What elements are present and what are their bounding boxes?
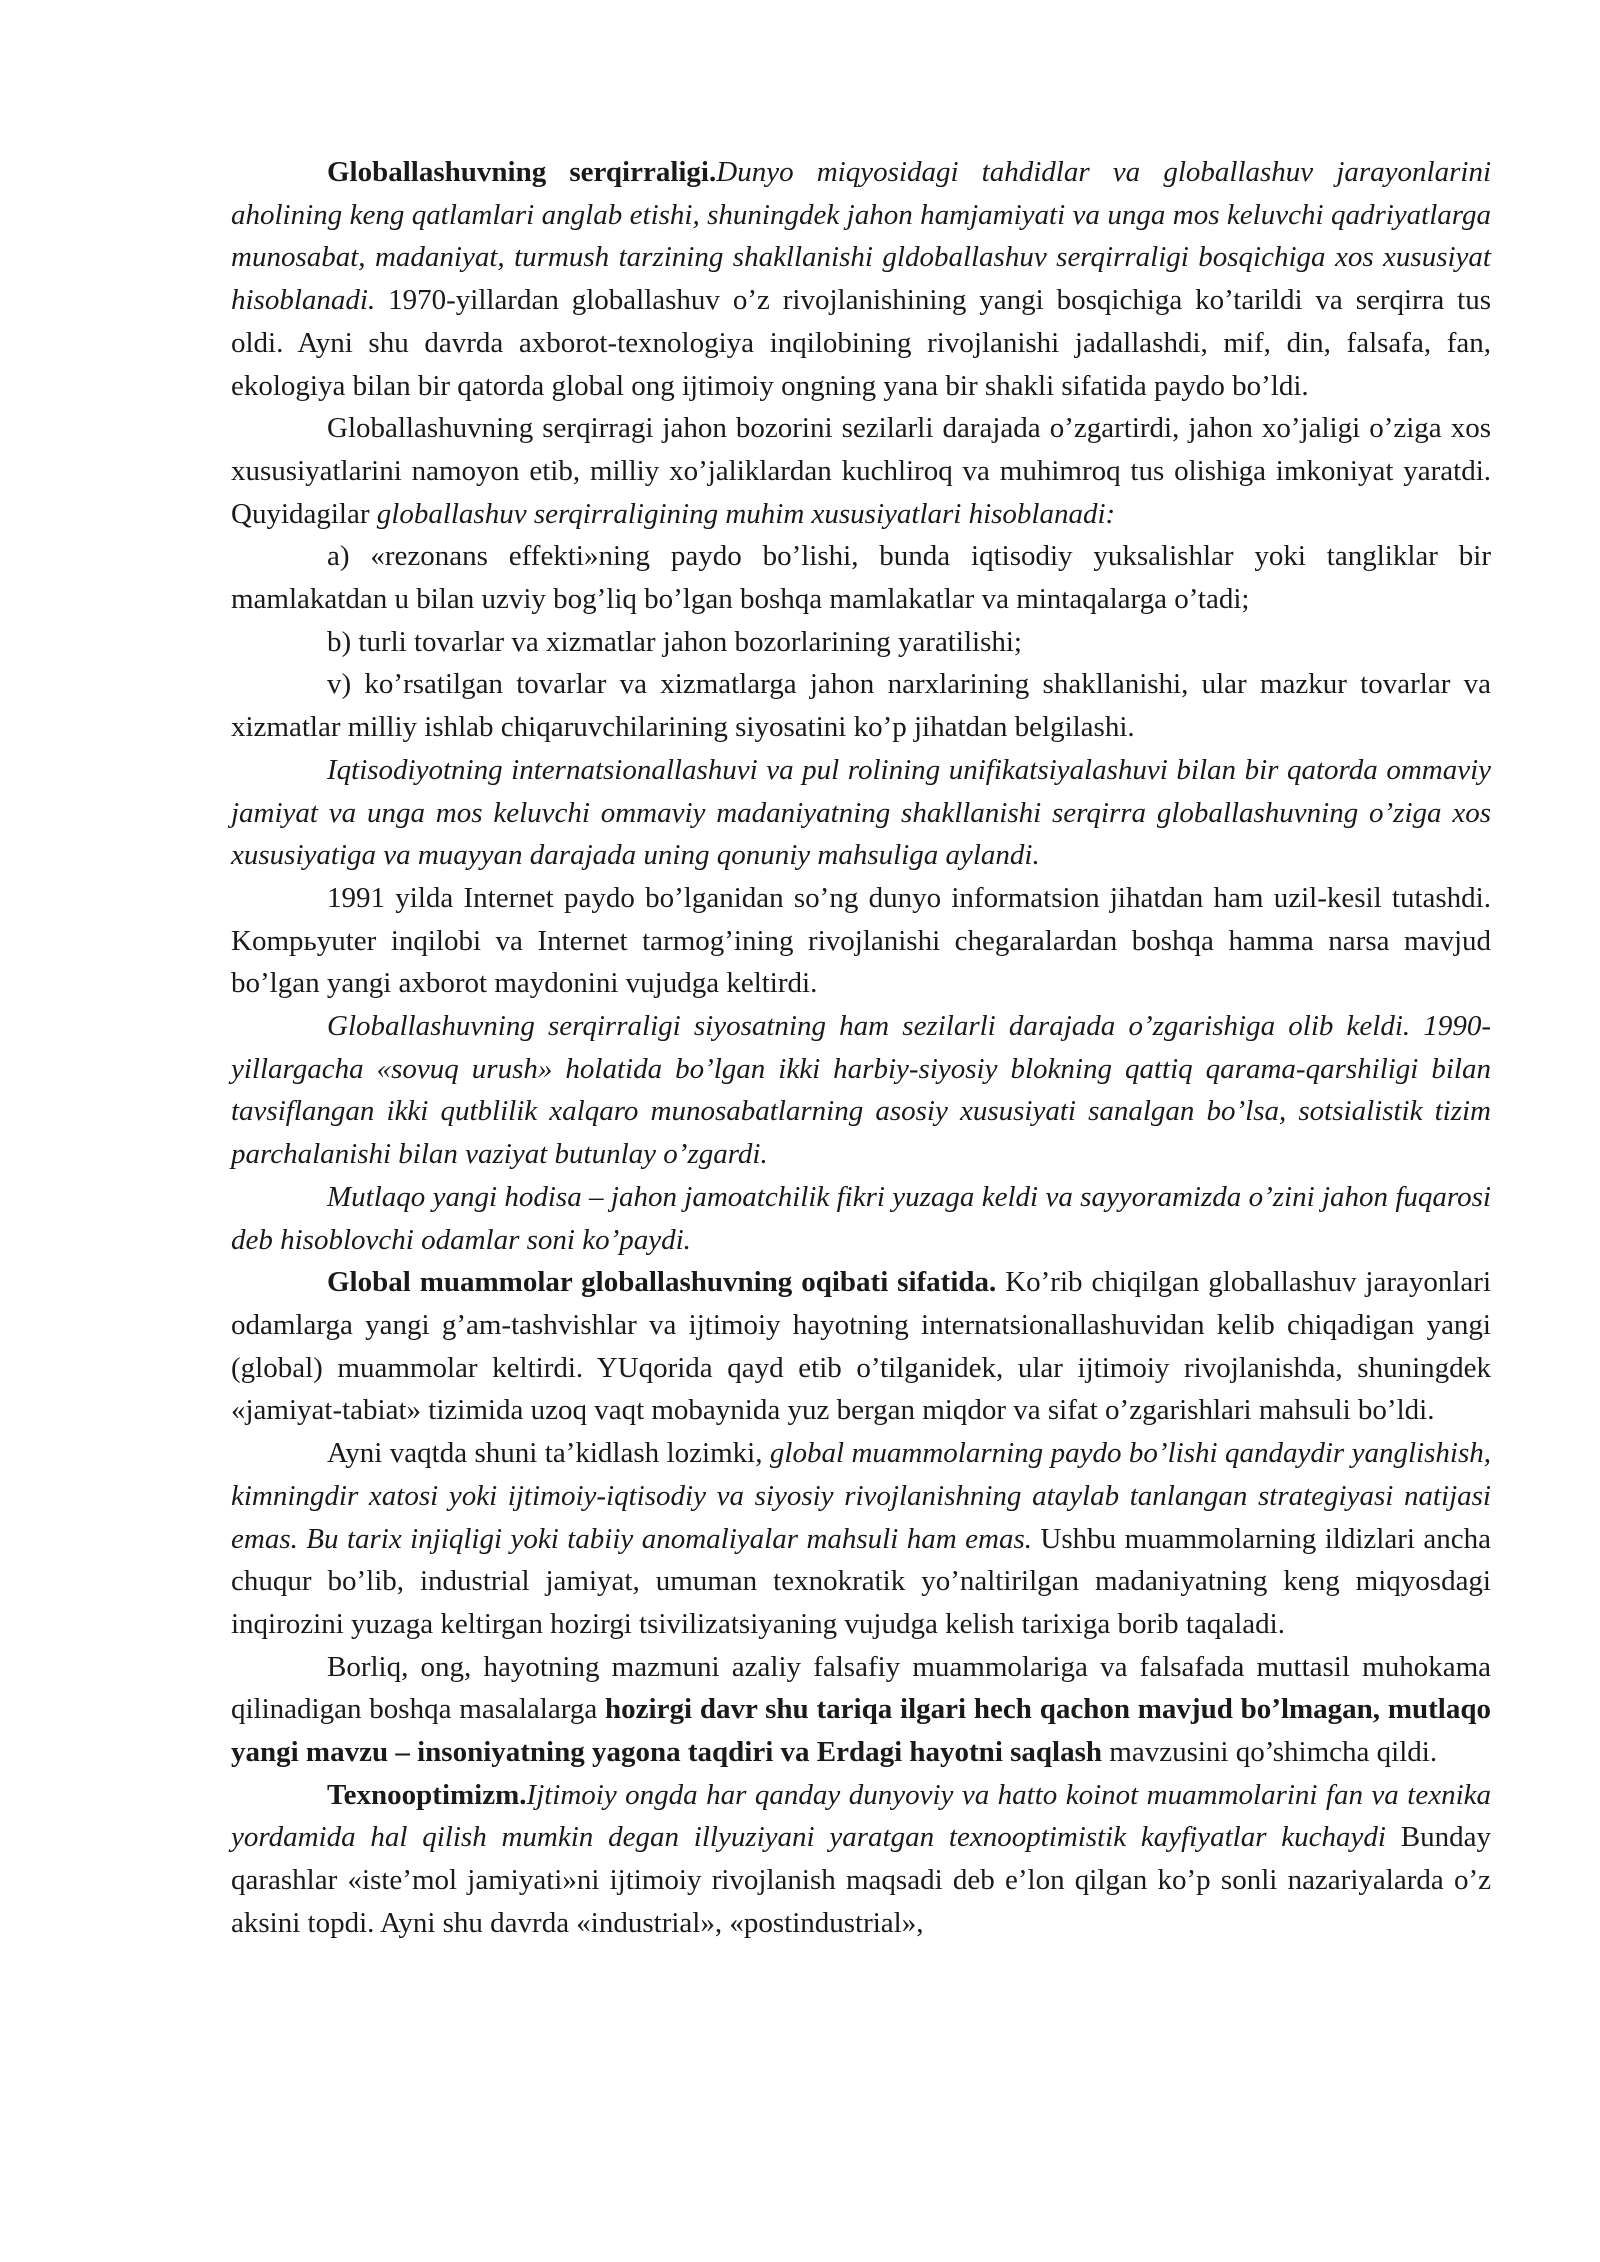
- text-span: Borliq, ong, hayotning mazmuni azaliy falsafiy muammolariga va falsafada muttasil muhokama qilinadigan boshqa masalalarga: [231, 1650, 1491, 1726]
- paragraph: [231, 1646, 1491, 1774]
- text-span: 1970-yillardan globallashuv o’z rivojlanishining yangi bosqichiga ko’tarildi va serqirra tus oldi. Ayni shu davrda axborot-texnologiya inqilobining rivojlanishi jadallashdi, mif, din, falsafa, fan, ekologiya bilan bir qatorda global ong ijtimoiy ongning yana bir shakli sifatida paydo bo’ldi.: [231, 284, 1491, 402]
- italic-span: global muammolarning paydo bo’lishi qandaydir yanglishish, kimningdir xatosi yoki ijtimoiy-iqtisodiy va siyosiy rivojlanishning ataylab tanlangan strategiyasi natijasi emas. Bu tarix injiqligi yoki tabiiy anomaliyalar mahsuli ham emas.: [231, 1437, 1491, 1555]
- text-span: mavzusini qo’shimcha qildi.: [1102, 1736, 1438, 1769]
- paragraph: [231, 1432, 1491, 1646]
- heading-span: Globallashuvning serqirraligi.: [327, 156, 717, 188]
- italic-span: Dunyo miqyosidagi tahdidlar va globallashuv jarayonlarini aholining keng qatlamlari anglab etishi, shuningdek jahon hamjamiyati va unga mos keluvchi qadriyatlarga munosabat, madaniyat, turmush tarzining shakllanishi gldoballashuv serqirraligi bosqichiga xos xususiyat hisoblanadi.: [231, 156, 1491, 317]
- text-span: v) ko’rsatilgan tovarlar va xizmatlarga jahon narxlarining shakllanishi, ular mazkur tovarlar va xizmatlar milliy ishlab chiqaruvchilarining siyosatini ko’p jihatdan belgilashi.: [231, 668, 1491, 744]
- text-span: Globallashuvning serqirragi jahon bozorini sezilarli darajada o’zgartirdi, jahon xo’jaligi o’ziga xos xususiyatlarini namoyon etib, milliy xo’jaliklardan kuchliroq va muhimroq tus olishiga imkoniyat yaratdi. Quyidagilar: [231, 412, 1491, 530]
- heading-span: Global muammolar globallashuvning oqibati sifatida.: [327, 1266, 997, 1299]
- text-span: b) turli tovarlar va xizmatlar jahon bozorlarining yaratilishi;: [327, 625, 1022, 658]
- italic-span: Ijtimoiy ongda har qanday dunyoviy va hatto koinot muammolarini fan va texnika yordamida hal qilish mumkin degan illyuziyani yaratgan texnooptimistik kayfiyatlar kuchaydi: [231, 1778, 1491, 1854]
- text-span: Ushbu muammolarning ildizlari ancha chuqur bo’lib, industrial jamiyat, umuman texnokratik yo’naltirilgan madaniyatning keng miqyosdagi inqirozini yuzaga keltirgan hozirgi tsivilizatsiyaning vujudga kelish tarixiga borib taqaladi.: [231, 1522, 1491, 1640]
- paragraph: [231, 151, 1491, 407]
- heading-span: Texnooptimizm.: [327, 1778, 527, 1811]
- paragraph: [231, 877, 1491, 1005]
- text-span: Bunday qarashlar «iste’mol jamiyati»ni ijtimoiy rivojlanish maqsadi deb e’lon qilgan ko’p sonli nazariyalarda o’z aksini topdi. Ayni shu davrda «industrial», «postindustrial»,: [231, 1821, 1491, 1939]
- list-item: [231, 535, 1491, 620]
- text-span: Ko’rib chiqilgan globallashuv jarayonlari odamlarga yangi g’am-tashvishlar va ijtimoiy hayotning internatsionallashuvidan kelib chiqadigan yangi (global) muammolar keltirdi. YUqorida qayd etib o’tilganidek, ular ijtimoiy rivojlanishda, shuningdek «jamiyat-tabiat» tizimida uzoq vaqt mobaynida yuz bergan miqdor va sifat o’zgarishlari mahsuli bo’ldi.: [231, 1266, 1491, 1427]
- text-span: Ayni vaqtda shuni ta’kidlash lozimki,: [327, 1437, 770, 1470]
- paragraph: [231, 749, 1491, 877]
- text-span: a) «rezonans effekti»ning paydo bo’lishi, bunda iqtisodiy yuksalishlar yoki tangliklar bir mamlakatdan u bilan uzviy bog’liq bo’lgan boshqa mamlakatlar va mintaqalarga o’tadi;: [231, 540, 1491, 616]
- text-span: 1991 yilda Internet paydo bo’lganidan so’ng dunyo informatsion jihatdan ham uzil-kesil tutashdi. Kompьyuter inqilobi va Internet tarmog’ining rivojlanishi chegaralardan boshqa hamma narsa mavjud bo’lgan yangi axborot maydonini vujudga keltirdi.: [231, 881, 1491, 1000]
- italic-span: Globallashuvning serqirraligi siyosatning ham sezilarli darajada o’zgarishiga olib keldi. 1990-yillargacha «sovuq urush» holatida bo’lgan ikki harbiy-siyosiy blokning qattiq qarama-qarshiligi bilan tavsiflangan ikki qutblilik xalqaro munosabatlarning asosiy xususiyati sanalgan bo’lsa, sotsialistik tizim parchalanishi bilan vaziyat butunlay o’zgardi.: [231, 1010, 1491, 1171]
- document-page: [231, 151, 1491, 1945]
- paragraph: [231, 1005, 1491, 1176]
- italic-span: Mutlaqo yangi hodisa – jahon jamoatchilik fikri yuzaga keldi va sayyoramizda o’zini jahon fuqarosi deb hisoblovchi odamlar soni ko’paydi.: [231, 1180, 1491, 1256]
- italic-span: globallashuv serqirraligining muhim xususiyatlari hisoblanadi:: [376, 497, 1116, 530]
- paragraph: [231, 407, 1491, 535]
- list-item: [231, 663, 1491, 748]
- paragraph: [231, 1176, 1491, 1261]
- paragraph: [231, 1774, 1491, 1945]
- bold-span: hozirgi davr shu tariqa ilgari hech qachon mavjud bo’lmagan, mutlaqo yangi mavzu – insoniyatning yagona taqdiri va Erdagi hayotni saqlash: [231, 1693, 1491, 1769]
- italic-span: Iqtisodiyotning internatsionallashuvi va pul rolining unifikatsiyalashuvi bilan bir qatorda ommaviy jamiyat va unga mos keluvchi ommaviy madaniyatning shakllanishi serqirra globallashuvning o’ziga xos xususiyatiga va muayyan darajada uning qonuniy mahsuliga aylandi.: [231, 753, 1491, 872]
- list-item: [231, 621, 1491, 664]
- paragraph: [231, 1261, 1491, 1432]
